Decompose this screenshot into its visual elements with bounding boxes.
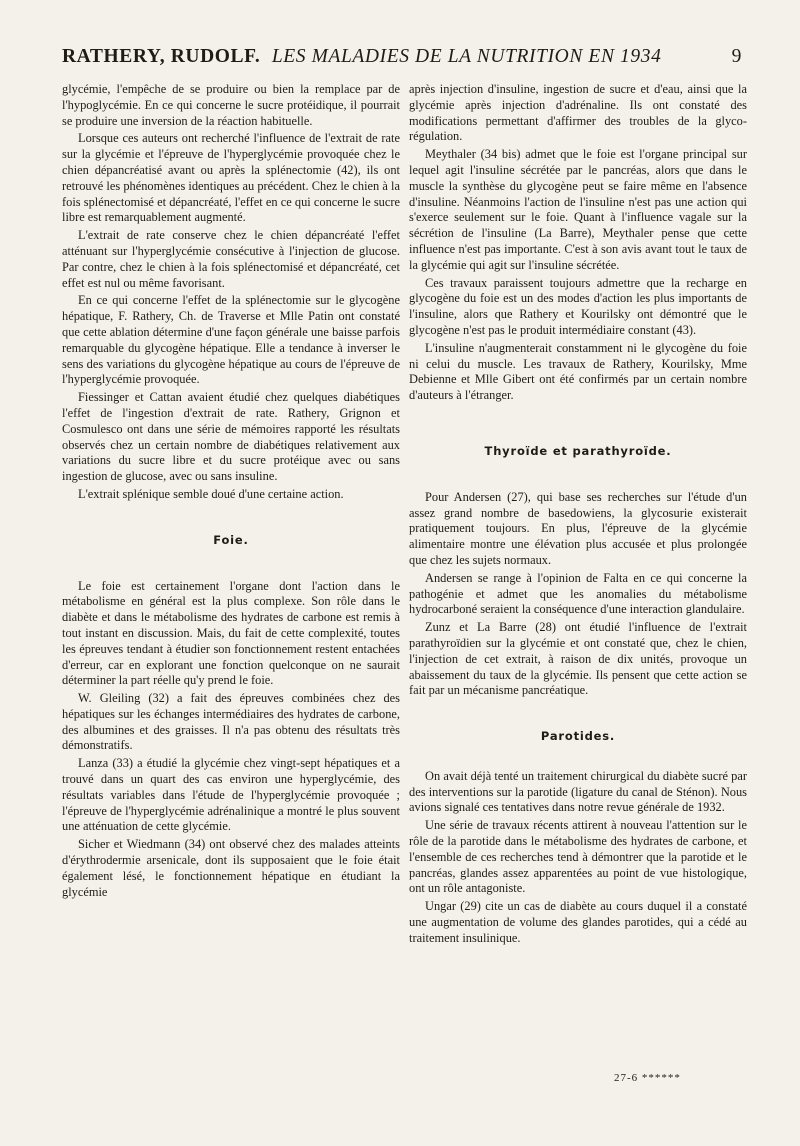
- paragraph: L'extrait de rate conserve chez le chien dépancréaté l'effet atténuant sur l'hyperglycémie consécutive à l'injection de glucose. Par contre, chez le chien à la fois splénectomisé et dépancréaté, cet effet est nul ou même favorisant.: [62, 228, 400, 290]
- printer-signature: 27-6 ******: [614, 1072, 681, 1084]
- page-number: 9: [731, 46, 742, 67]
- paragraph: glycémie, l'empêche de se produire ou bien la remplace par de l'hypoglycémie. En ce qui concerne le sucre protéidique, il pourrait se produire une inversion de la réaction habituelle.: [62, 82, 400, 128]
- paragraph: Ungar (29) cite un cas de diabète au cours duquel il a constaté une augmentation de volume des glandes parotides, qui a cédé au traitement insulinique.: [409, 899, 747, 945]
- paragraph: Ces travaux paraissent toujours admettre que la recharge en glycogène du foie est un des modes d'action les plus importants de l'insuline, alors que Rathery et Kourilsky ont démontré que le glycogène n'est pas le produit intermédiaire constant (43).: [409, 275, 747, 337]
- running-header: [62, 46, 742, 68]
- paragraph: après injection d'insuline, ingestion de sucre et d'eau, ainsi que la glycémie après injection d'adrénaline. Ils ont constaté des modifications permettant d'affirmer des troubles de la glyco-régulation.: [409, 82, 747, 144]
- paragraph: Une série de travaux récents attirent à nouveau l'attention sur le rôle de la parotide dans le métabolisme des hydrates de carbone, et l'ensemble de ces recherches tend à démontrer que la parotide et le pancréas, glandes assez apparentées au point de vue histologique, ont un rôle antagoniste.: [409, 818, 747, 896]
- paragraph: Zunz et La Barre (28) ont étudié l'influence de l'extrait parathyroïdien sur la glycémie et ont constaté que, chez le chien, l'injection de cet extrait, à raison de dix unités, provoque un abaissement du taux de la glycémie. Ils pensent que cette action se fait par un mécanisme pancréatique.: [409, 620, 747, 698]
- paragraph: Pour Andersen (27), qui base ses recherches sur l'étude d'un assez grand nombre de basedowiens, la glycosurie existerait pratiquement toujours. En plus, l'épreuve de la glycémie alimentaire montre une élévation plus accusée et plus prolongée que chez les sujets normaux.: [409, 489, 747, 567]
- paragraph: Meythaler (34 bis) admet que le foie est l'organe principal sur lequel agit l'insuline sécrétée par le pancréas, alors que dans le muscle la synthèse du glycogène peut se faire même en l'absence d'insuline. Néanmoins l'action de l'insuline n'est pas une action qui s'exerce seulement sur le foie. Quant à l'influence vagale sur la sécrétion de l'insuline (La Barre), Meythaler pense que cette influence n'est pas importante. C'est à son avis avant tout le taux de la glycémie qui agit sur l'insuline sécrétée.: [409, 147, 747, 272]
- right-column: [409, 82, 747, 949]
- section-heading: Thyroïde et parathyroïde.: [484, 443, 672, 458]
- paragraph: Le foie est certainement l'organe dont l'action dans le métabolisme en général est la plus complexe. Son rôle dans le diabète et dans le métabolisme des hydrates de carbone est remis à tout instant en discussion. Mais, du fait de cette complexité, toutes les épreuves tendant à étudier son fonctionnement restent entachées d'erreur, car en explorant une fonction quelconque on ne saurait déterminer la part réelle qu'y prend le foie.: [62, 578, 400, 688]
- paragraph: Sicher et Wiedmann (34) ont observé chez des malades atteints d'érythrodermie arsenicale, dont ils supposaient que le foie était également lésé, le fonctionnement hépatique en étudiant la glycémie: [62, 837, 400, 899]
- paragraph: Andersen se range à l'opinion de Falta en ce qui concerne la pathogénie et admet que les anomalies du métabolisme hydrocarboné seraient la conséquence d'une interaction glandulaire.: [409, 570, 747, 617]
- header-author: RATHERY, RUDOLF.: [62, 46, 261, 67]
- paragraph: W. Gleiling (32) a fait des épreuves combinées chez des hépatiques sur les échanges intermédiaires des hydrates de carbone, des albumines et des graisses. Il n'a pas obtenu des résultats très démonstratifs.: [62, 691, 400, 753]
- header-title: LES MALADIES DE LA NUTRITION EN 1934: [271, 46, 662, 67]
- paragraph: Fiessinger et Cattan avaient étudié chez quelques diabétiques l'effet de l'ingestion d'extrait de rate. Rathery, Grignon et Cosmulesco ont dans une série de mémoires rapporté les résultats observés chez un certain nombre de diabétiques relativement aux variations du sucre libre et du sucre protéique avec ou sans ingestion de glucose, avec ou sans insuline.: [62, 390, 400, 484]
- section-heading: Foie.: [213, 532, 249, 547]
- paragraph: L'extrait splénique semble doué d'une certaine action.: [78, 486, 344, 501]
- paragraph: L'insuline n'augmenterait constamment ni le glycogène du foie ni celui du muscle. Les travaux de Rathery, Kourilsky, Mme Debienne et Mlle Gibert ont été confirmés par un certain nombre d'auteurs à l'étranger.: [409, 340, 747, 403]
- paragraph: Lorsque ces auteurs ont recherché l'influence de l'extrait de rate sur la glycémie et l'épreuve de l'hyperglycémie provoquée chez le chien dépancréatisé avant ou après la splénectomie (42), ils ont retrouvé les phénomènes identiques au précédent. Chez le chien à la fois splénectomisé et dépancréaté, l'effet en ce qui concerne le sucre libre est remarquablement augmenté.: [62, 131, 400, 225]
- section-heading: Parotides.: [540, 729, 616, 744]
- paragraph: On avait déjà tenté un traitement chirurgical du diabète sucré par des interventions sur la parotide (ligature du canal de Sténon). Nous avions signalé ces tentatives dans notre revue générale de 1932.: [409, 768, 747, 815]
- left-column: [62, 82, 400, 902]
- paragraph: En ce qui concerne l'effet de la splénectomie sur le glycogène hépatique, F. Rathery, Ch. de Traverse et Mlle Patin ont constaté que cette ablation détermine d'une façon générale une baisse parfois remarquable du glycogène hépatique. Elle a tendance à inverser le sens des variations du glycogène hépatique au cours de l'épreuve de l'hyperglycémie provoquée.: [62, 293, 400, 387]
- paragraph: Lanza (33) a étudié la glycémie chez vingt-sept hépatiques et a trouvé dans un quart des cas environ une hyperglycémie, des résultats variables dans l'étude de l'hyperglycémie provoquée ; l'épreuve de l'hyperglycémie adrénalinique a montré le plus souvent une atténuation de cette glycémie.: [62, 756, 400, 834]
